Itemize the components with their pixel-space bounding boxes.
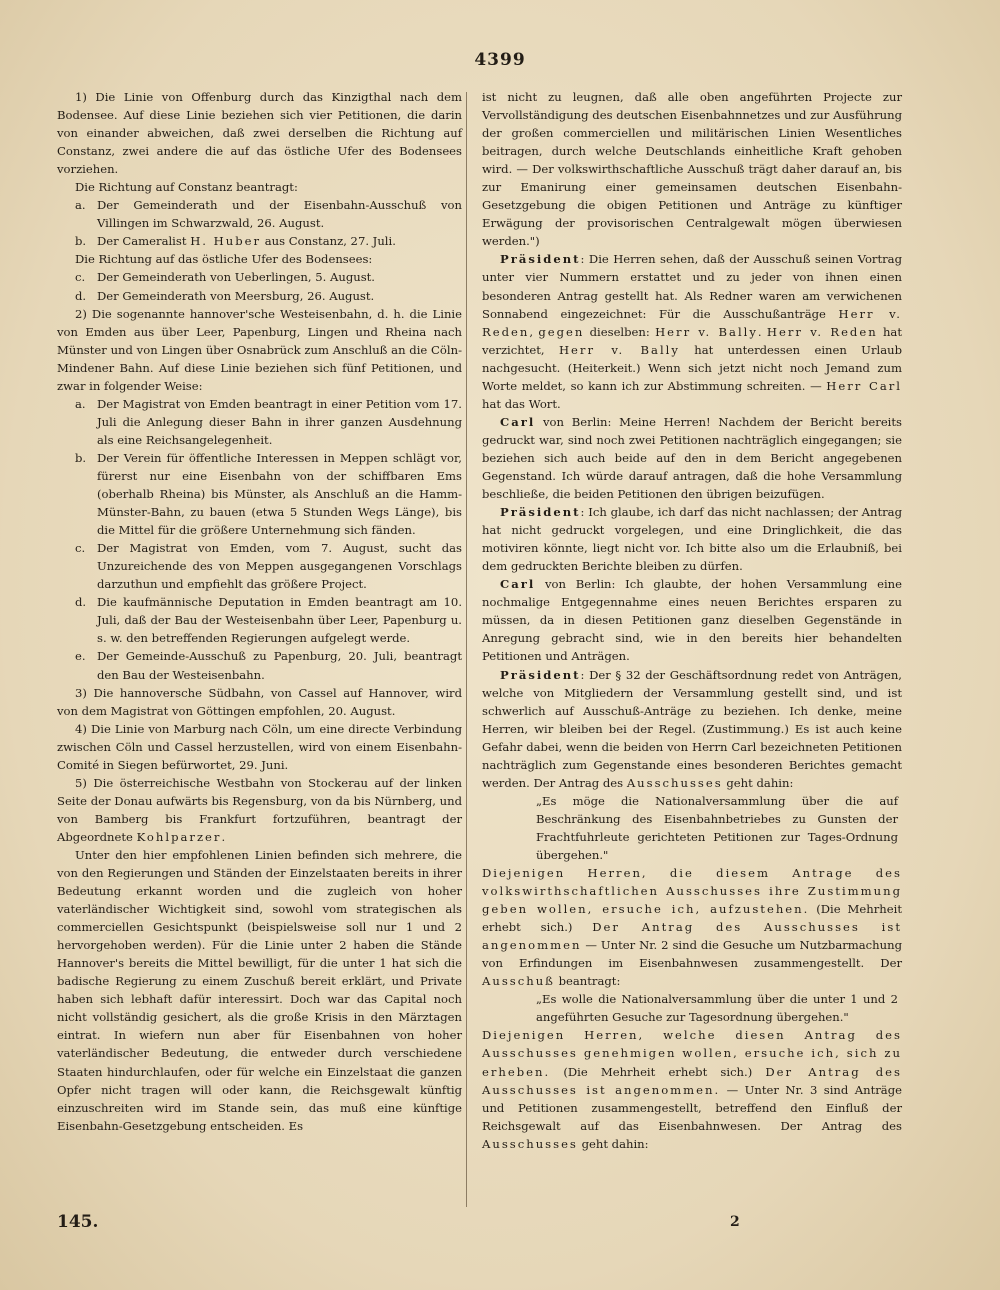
left-column: [57, 88, 462, 1135]
list-item: [57, 647, 462, 683]
speech-text: von Berlin: Ich glaubte, der hohen Versammlung eine nochmalige Entgegennahme eines neuen Berichtes ersparen zu müssen, da in diesen Petitionen ganz dieselben Gegenstände in Anregung gebracht sind, wie in den bereits hier behandelten Petitionen und Anträgen.: [482, 577, 902, 664]
person-name: H. Huber: [190, 234, 262, 249]
paragraph-text: .: [221, 829, 226, 844]
right-column: [482, 88, 902, 1153]
speech-text: : Ich glaube, ich darf das nicht nachlassen; der Antrag hat nicht gedruckt vorgelegen, und eine Dringlichkeit, die das motiviren könnte, liegt nicht vor. Ich bitte also um die Erlaubniß, bei dem gedruckten Berichte bleiben zu dürfen.: [482, 505, 902, 574]
list-item: [57, 449, 462, 539]
motion-quote: „Es wolle die Nationalversammlung über die unter 1 und 2 angeführten Gesuche zur Tagesordnung übergehen.": [536, 992, 898, 1025]
person-name: Kohlparzer: [136, 829, 222, 844]
speech-text: (Die Mehrheit erhebt sich.): [550, 1064, 766, 1079]
list-text: Der Gemeinderath und der Eisenbahn-Ausschuß von Villingen im Schwarzwald, 26. August.: [97, 198, 462, 231]
speech-text: dieselben:: [584, 324, 656, 339]
speaker-name: Carl: [500, 577, 536, 592]
list-item: [57, 593, 462, 647]
list-text: Der Magistrat von Emden beantragt in einer Petition vom 17. Juli die Anlegung dieser Bahn in ihrer ganzen Ausdehnung als eine Reichsangelegenheit.: [97, 396, 462, 447]
list-text: Der Magistrat von Emden, vom 7. August, sucht das Unzureichende des von Meppen ausgegangenen Vorschlags darzuthun und empfiehlt das größere Project.: [97, 541, 462, 592]
speech-text: hat das Wort.: [482, 396, 561, 411]
speaker-name: Präsident: [500, 505, 581, 520]
speaker-name: Präsident: [500, 252, 581, 267]
emphasis: Diejenigen Herren, die diesem Antrage des volkswirthschaftlichen Ausschusses ihre Zustimmung geben wollen, ersuche ich, aufzustehen.: [482, 866, 902, 917]
list-text: Die kaufmännische Deputation in Emden beantragt am 10. Juli, daß der Bau der Westeisenbahn über Leer, Papenburg u. s. w. den betreffenden Regierungen aufgelegt werde.: [97, 595, 462, 646]
speech-carl: [482, 575, 902, 665]
list-text: [97, 232, 462, 250]
speech-text: von Berlin: Meine Herren! Nachdem der Bericht bereits gedruckt war, sind noch zwei Petitionen nachträglich eingegangen; sie beziehen sich auch beide auf den in dem Bericht angegebenen Gegenstand. Ich würde darauf antragen, daß die hohe Versammlung beschließe, die beiden Petitionen den übrigen beizufügen.: [482, 414, 902, 502]
paragraph-constanz: Die Richtung auf Constanz beantragt:: [75, 180, 298, 195]
list-item: [57, 268, 462, 286]
speech-text: — Unter Nr. 3 sind Anträge und Petitionen zusammengestellt, betreffend den Einfluß der Reichsgewalt auf das Eisenbahnwesen. Der Antrag des: [482, 1082, 902, 1133]
list-text: Der Verein für öffentliche Interessen in Meppen schlägt vor, fürerst nur eine Eisenbahn von der schiffbaren Ems (oberhalb Rheina) bis Münster, als Anschluß an die Hamm-Münster-Bahn, zu bauen (etwa 5 Stunden Wegs Länge), bis die Mittel für die größere Unternehmung sich fänden.: [97, 450, 462, 538]
column-divider: [466, 92, 467, 1207]
paragraph-text: 5) Die österreichische Westbahn von Stockerau auf der linken Seite der Donau aufwärts bis Regensburg, von da bis Nürnberg, und von Bamberg bis Frankfurt fortzuführen, beantragt der Abgeordnete: [57, 775, 462, 844]
speech-text: geht dahin:: [577, 1136, 649, 1151]
paragraph-bodensee: Die Richtung auf das östliche Ufer des Bodensees:: [75, 252, 373, 267]
paragraph-suedbahn: 3) Die hannoversche Südbahn, von Cassel auf Hannover, wird von dem Magistrat von Göttingen empfohlen, 20. August.: [57, 685, 462, 718]
speech-text: hat verzichtet,: [482, 324, 902, 357]
paragraph-continuation: ist nicht zu leugnen, daß alle oben angeführten Projecte zur Vervollständigung des deutschen Eisenbahnnetzes und zur Ausführung der großen commerciellen und militärischen Linien Wesentliches beitragen, durch welche Deutschlands einheitliche Kraft gehoben wird. — Der volkswirthschaftliche Ausschuß trägt daher darauf an, bis zur Emanirung einer gemeinsamen deutschen Eisenbahn-Gesetzgebung die obigen Petitionen und Anträge zu künftiger Erwägung der provisorischen Centralgewalt mögen überwiesen werden."): [482, 90, 902, 249]
paragraph-westbahn: [57, 774, 462, 846]
speaker-name: Carl: [500, 414, 536, 429]
person-name: Herr v. Reden: [482, 306, 902, 339]
person-name: Herr Carl: [826, 378, 902, 393]
vote-paragraph: [482, 864, 902, 990]
list-item: [57, 232, 462, 250]
speech-text: — Unter Nr. 2 sind die Gesuche um Nutzbarmachung von Erfindungen im Eisenbahnwesen zusammengestellt. Der: [482, 938, 902, 971]
list-text: Der Gemeinderath von Meersburg, 26. August.: [97, 288, 375, 303]
speech-text: geht dahin:: [722, 775, 794, 790]
paragraph-offenburg: 1) Die Linie von Offenburg durch das Kinzigthal nach dem Bodensee. Auf diese Linie beziehen sich vier Petitionen, die darin von einander abweichen, daß zwei derselben die Richtung auf Constanz, zwei andere die auf das östliche Ufer des Bodensees vorziehen.: [57, 90, 462, 177]
speech-praesident: [482, 503, 902, 575]
vote-paragraph: [482, 1026, 902, 1152]
list-letter: b.: [75, 234, 87, 249]
list-letter: d.: [75, 595, 87, 610]
list-letter: c.: [75, 270, 86, 285]
list-text-part: aus Constanz, 27. Juli.: [261, 234, 396, 249]
list-letter: a.: [75, 396, 86, 411]
speech-praesident: [482, 666, 902, 792]
speech-text: : Der § 32 der Geschäftsordnung redet von Anträgen, welche von Mitgliedern der Versammlung gestellt sind, und ist schwerlich auf Ausschuß-Anträge zu beziehen. Ich denke, meine Herren, wir bleiben bei der Regel. (Zustimmung.) Es ist auch keine Gefahr dabei, wenn die beiden von Herrn Carl bezeichneten Petitionen nachträglich zum Gegenstande eines besonderen Berichtes gemacht werden. Der Antrag des: [482, 667, 902, 790]
list-letter: e.: [75, 649, 86, 664]
list-item: [57, 196, 462, 232]
speech-carl: [482, 413, 902, 503]
speech-text: hat unterdessen einen Urlaub nachgesucht. (Heiterkeit.) Wenn sich jetzt nicht noch Jemand zum Worte meldet, so kann ich zur Abstimmung schreiten. —: [482, 342, 902, 393]
speaker-name: Präsident: [500, 667, 581, 682]
speech-text: (Die Mehrheit erhebt sich.): [482, 902, 902, 935]
list-item: [57, 287, 462, 305]
list-letter: b.: [75, 450, 87, 465]
emphasis: Ausschuß: [482, 974, 555, 989]
person-name: Herr v. Bally: [655, 324, 758, 339]
emphasis: gegen: [538, 324, 585, 339]
person-name: Herr v. Reden: [766, 324, 878, 339]
emphasis: Ausschusses: [626, 775, 723, 790]
sheet-signature: 145.: [57, 1212, 99, 1232]
paragraph-marburg: 4) Die Linie von Marburg nach Cöln, um eine directe Verbindung zwischen Cöln und Cassel herzustellen, wird von einem Eisenbahn-Comité in Siegen befürwortet, 29. Juni.: [57, 721, 462, 772]
list-letter: c.: [75, 541, 86, 556]
emphasis: Der Antrag des Ausschusses ist angenommen.: [482, 1064, 902, 1097]
speech-text: beantragt:: [554, 974, 621, 989]
emphasis: Ausschusses: [482, 1136, 578, 1151]
emphasis: Diejenigen Herren, welche diesen Antrag des Ausschusses genehmigen wollen, ersuche ich, sich zu erheben.: [482, 1028, 902, 1079]
motion-quote: „Es möge die Nationalversammlung über die auf Beschränkung des Eisenbahnbetriebes zu Gunsten der Frachtfuhrleute gerichteten Petitionen zur Tages-Ordnung übergehen.": [536, 793, 898, 862]
list-text-part: Der Cameralist: [97, 234, 191, 249]
list-item: [57, 395, 462, 449]
list-letter: d.: [75, 288, 87, 303]
paragraph-summary: Unter den hier empfohlenen Linien befinden sich mehrere, die von den Regierungen und Ständen der Einzelstaaten bereits in ihrer Bedeutung erkannt worden und die zugleich von hoher vaterländischer Wichtigkeit sind, sowohl vom strategischen als commerciellen Gesichtspunkt (beispielsweise soll nur 1 und 2 hervorgehoben werden). Für die Linie unter 2 haben die Stände Hannover's bereits die Mittel bewilligt, für die unter 1 hat sich die badische Regierung zu einem Zuschuß bereit erklärt, und Private haben sich lebhaft dafür interessirt. Doch war das Capital noch nicht vollständig gesichert, als die große Krisis in den Märztagen eintrat. In wiefern nun aber für Eisenbahnen von hoher vaterländischer Bedeutung, die entweder durch verschiedene Staaten hindurchlaufen, oder für welche ein Einzelstaat die ganzen Opfer nicht tragen will oder kann, die Reichsgewalt künftig einzuschreiten wird im Stande sein, das muß eine künftige Eisenbahn-Gesetzgebung entscheiden. Es: [57, 847, 462, 1133]
emphasis: Der Antrag des Ausschusses ist angenommen: [482, 920, 902, 953]
paragraph-westeisenbahn: 2) Die sogenannte hannover'sche Westeisenbahn, d. h. die Linie von Emden aus über Leer, Papenburg, Lingen und Rheina nach Münster und von Lingen über Osnabrück zum Anschluß an die Cöln-Mindener Bahn. Auf diese Linie beziehen sich fünf Petitionen, und zwar in folgender Weise:: [57, 306, 462, 393]
list-item: [57, 539, 462, 593]
person-name: Herr v. Bally: [558, 342, 680, 357]
speech-praesident: [482, 250, 902, 412]
list-text: Der Gemeinderath von Ueberlingen, 5. August.: [97, 270, 375, 285]
list-letter: a.: [75, 198, 86, 213]
speech-text: ,: [529, 324, 539, 339]
speech-text: : Die Herren sehen, daß der Ausschuß seinen Vortrag unter vier Nummern erstattet und zu jeder von ihnen einen besonderen Antrag gestellt hat. Als Redner waren am verwichenen Sonnabend eingezeichnet: Für die Ausschußanträge: [482, 252, 902, 321]
speech-text: .: [757, 324, 767, 339]
list-text: Der Gemeinde-Ausschuß zu Papenburg, 20. Juli, beantragt den Bau der Westeisenbahn.: [97, 649, 462, 682]
page-number: 4399: [474, 50, 526, 70]
sheet-number: 2: [730, 1214, 740, 1230]
